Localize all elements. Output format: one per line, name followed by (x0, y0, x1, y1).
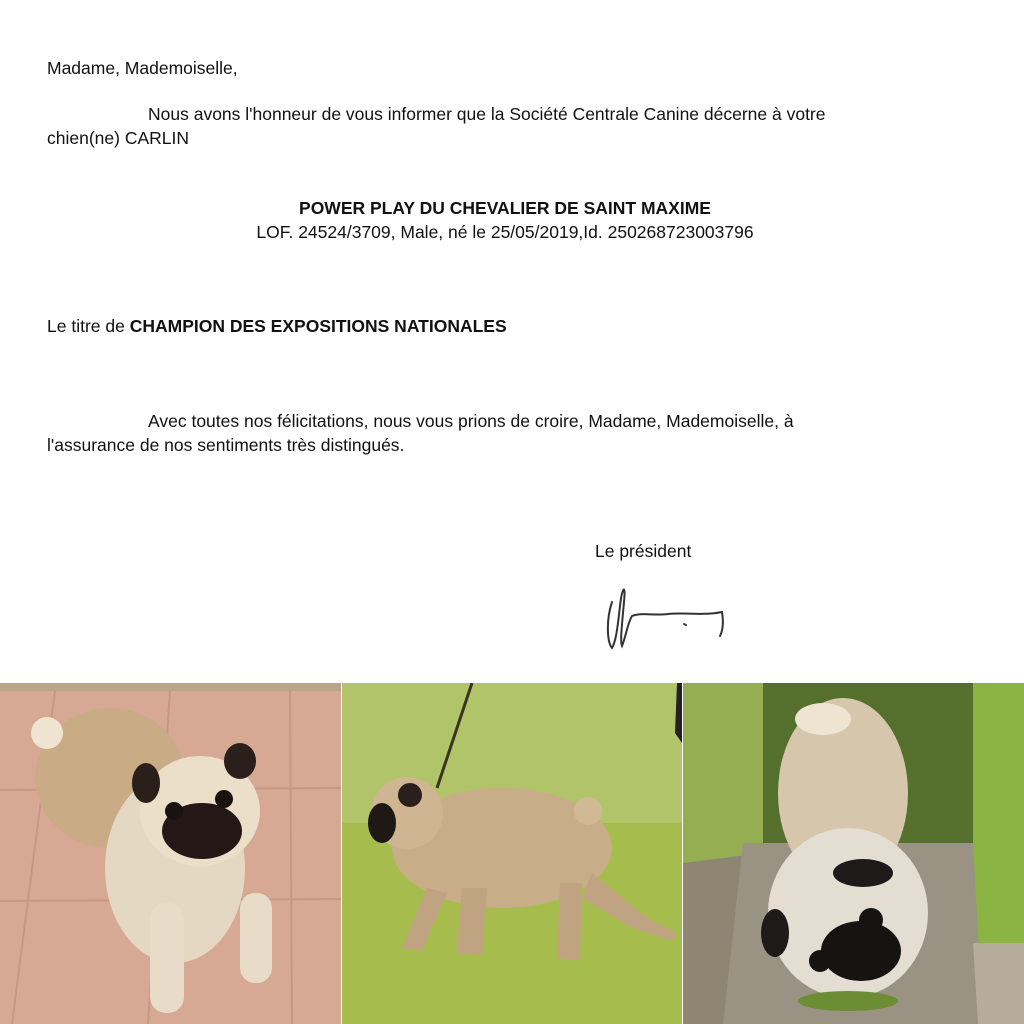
photo-strip (0, 683, 1024, 1024)
salutation: Madame, Mademoiselle, (47, 58, 238, 78)
title-prefix: Le titre de (47, 316, 130, 336)
intro-line-1: Nous avons l'honneur de vous informer que la Société Centrale Canine décerne à votre (148, 104, 826, 124)
closing-line-2: l'assurance de nos sentiments très distingués. (47, 435, 405, 455)
dog-name: POWER PLAY DU CHEVALIER DE SAINT MAXIME (299, 198, 711, 218)
signature (598, 572, 738, 662)
dog-details: LOF. 24524/3709, Male, né le 25/05/2019,Id. 250268723003796 (256, 222, 754, 242)
signatory-label: Le président (595, 541, 692, 561)
title-line (47, 314, 507, 338)
title-name: CHAMPION DES EXPOSITIONS NATIONALES (129, 316, 507, 336)
signature-stroke (608, 590, 723, 648)
closing-line-1: Avec toutes nos félicitations, nous vous prions de croire, Madame, Mademoiselle, à (148, 411, 794, 431)
photo-pug-walking (342, 683, 682, 1024)
photo-pug-from-above (683, 683, 1024, 1024)
photo-pug-on-tiles (0, 683, 341, 1024)
intro-line-2: chien(ne) CARLIN (47, 128, 189, 148)
signature-dot (684, 624, 686, 625)
